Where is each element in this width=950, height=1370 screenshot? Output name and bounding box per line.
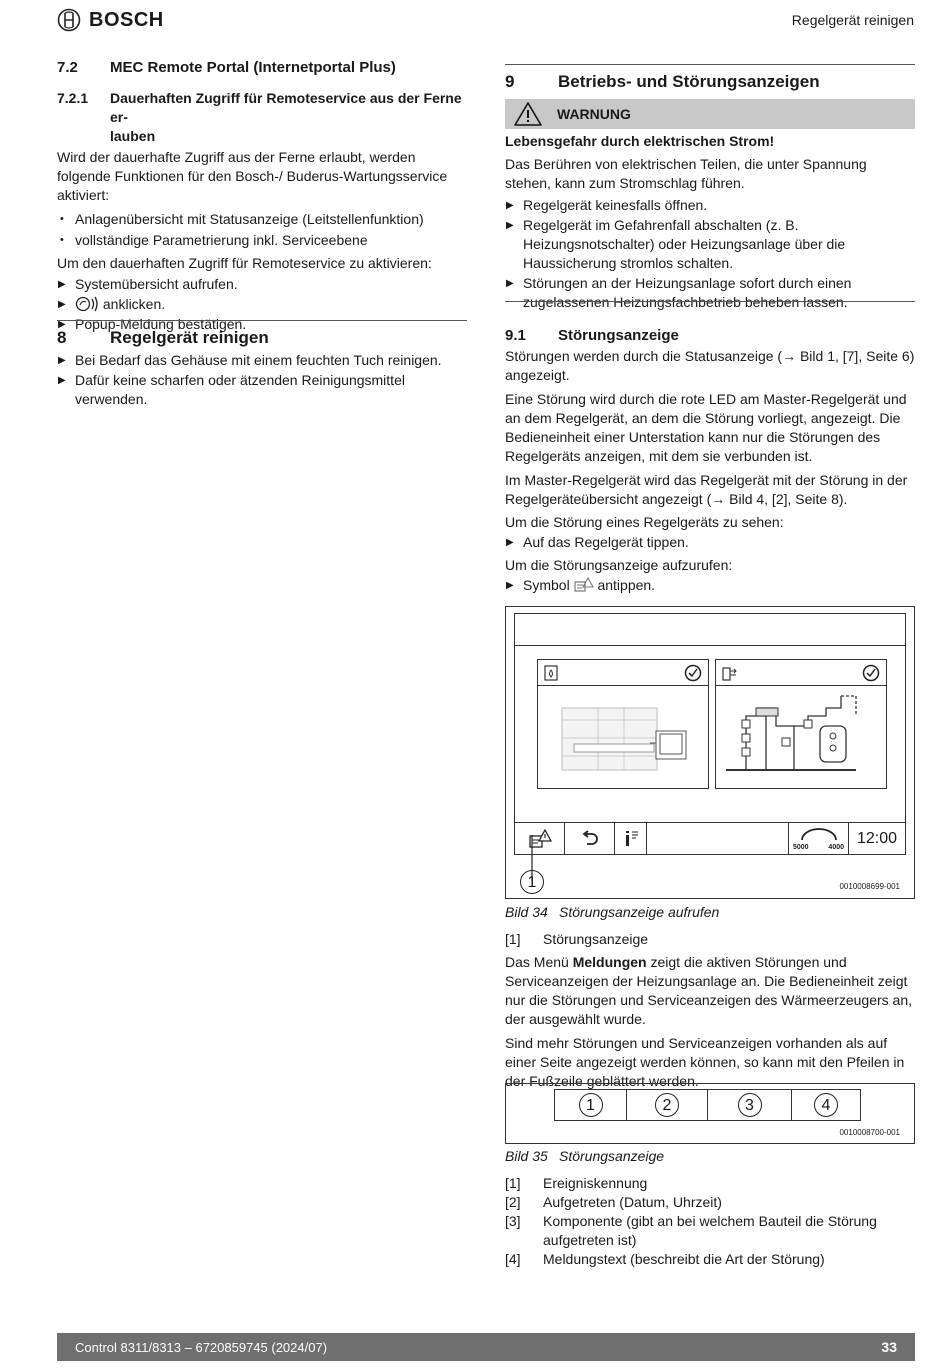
gauge-tick-left: 5000 <box>793 844 809 851</box>
device-panel-1 <box>537 659 709 789</box>
step-item: ▶ Regelgerät keinesfalls öffnen. <box>505 196 915 215</box>
paragraph: Störungen werden durch die Statusanzeige (→ Bild 1, [7], Seite 6) angezeigt. <box>505 348 915 383</box>
section-divider <box>505 64 915 65</box>
step-item: ▶ Symbol antippen. <box>505 576 915 595</box>
activate-intro: Um den dauerhaften Zugriff für Remoteservice zu aktivieren: <box>57 255 432 271</box>
warning-headline: Lebensgefahr durch elektrischen Strom! <box>505 133 775 149</box>
figure-34-caption: Bild 34 Störungsanzeige aufrufen <box>505 904 720 920</box>
intro-paragraph: Wird der dauerhafte Zugriff aus der Ferne erlaubt, werden folgende Funktionen für den Bosch-/ Buderus-Wartungsservice aktiviert: <box>57 149 448 203</box>
back-button[interactable] <box>565 823 615 854</box>
info-button[interactable] <box>615 823 647 854</box>
back-arrow-icon <box>581 830 599 848</box>
heading-7-2-1: 7.2.1 Dauerhaften Zugriff für Remoteservice aus der Ferne er- lauben <box>57 90 462 144</box>
boiler-icon <box>544 665 558 681</box>
section-9-1 <box>505 326 915 596</box>
info-icon <box>623 830 639 848</box>
tap-steps <box>505 533 915 552</box>
screen-bottom-bar <box>515 822 905 854</box>
warning-triangle-icon <box>513 101 543 127</box>
callout-1: 1 <box>520 870 544 894</box>
warning-label: WARNUNG <box>557 105 631 122</box>
paragraph: Eine Störung wird durch die rote LED am Master-Regelgerät und an dem Regelgerät, an dem die Störung vorliegt, angezeigt. Die Bedieneinheit einer Unterstation kann nur die Störungen des Regelgeräts anzeigen, mit dem sie verbunden ist. <box>505 391 907 464</box>
control-cabinet-illustration <box>538 686 708 786</box>
function-list <box>57 210 467 250</box>
legend-row: [4] Meldungstext (beschreibt die Art der Störung) <box>505 1251 825 1267</box>
section-divider <box>505 301 915 302</box>
paragraph: Um die Störungsanzeige aufzurufen: <box>505 557 733 573</box>
gauge-arc-icon <box>799 827 839 841</box>
page-footer <box>57 1333 915 1361</box>
bosch-armature-icon <box>57 8 81 32</box>
message-table-header <box>554 1089 861 1121</box>
column-2: 2 <box>627 1090 708 1120</box>
document-id: Control 8311/8313 – 6720859745 (2024/07) <box>75 1339 328 1355</box>
page-number: 33 <box>881 1338 897 1355</box>
left-section-8 <box>57 328 467 410</box>
step-item: ▶ Regelgerät im Gefahrenfall abschalten (z. B. Heizungsnotschalter) oder Heizungsanlage über die Haussicherung stromlos schalten. <box>505 216 915 273</box>
device-panel-2 <box>715 659 887 789</box>
warning-text: Das Berühren von elektrischen Teilen, die unter Spannung stehen, kann zum Stromschlag führen. <box>505 156 867 191</box>
paragraph: Um die Störung eines Regelgeräts zu sehen: <box>505 514 784 530</box>
step-item: ▶ Popup-Meldung bestätigen. <box>57 315 467 334</box>
status-ok-icon <box>862 664 880 682</box>
step-item: ▶ Dafür keine scharfen oder ätzenden Reinigungsmittel verwenden. <box>57 371 467 409</box>
column-4: 4 <box>792 1090 860 1120</box>
step-item: ▶ Systemübersicht aufrufen. <box>57 275 467 294</box>
figure-code: 0010008699-001 <box>839 882 900 891</box>
figure-34-legend <box>505 930 915 949</box>
list-item: • vollständige Parametrierung inkl. Serviceebene <box>57 231 467 250</box>
heading-9: 9 Betriebs- und Störungsanzeigen <box>505 72 820 91</box>
modulation-gauge <box>789 823 849 854</box>
gauge-tick-right: 4000 <box>828 844 844 851</box>
clock-display: 12:00 <box>856 830 898 847</box>
symbol-steps <box>505 576 915 595</box>
heading-8: 8 Regelgerät reinigen <box>57 328 269 347</box>
brand-logo <box>57 8 164 32</box>
warning-steps <box>505 196 915 312</box>
heading-9-1: 9.1 Störungsanzeige <box>505 327 679 344</box>
legend-row: [2] Aufgetreten (Datum, Uhrzeit) <box>505 1194 722 1210</box>
figure-34 <box>505 606 915 899</box>
figure-code: 0010008700-001 <box>839 1128 900 1137</box>
step-item: ▶ Bei Bedarf das Gehäuse mit einem feuchten Tuch reinigen. <box>57 351 467 370</box>
fault-display-icon <box>574 577 594 593</box>
status-ok-icon <box>684 664 702 682</box>
list-item: • Anlagenübersicht mit Statusanzeige (Leitstellenfunktion) <box>57 210 467 229</box>
messages-text <box>505 953 915 1096</box>
hydraulic-schema-illustration <box>716 686 886 786</box>
right-column <box>505 72 915 313</box>
paragraph: Sind mehr Störungen und Serviceanzeigen vorhanden als auf einer Seite angezeigt werden können, so kann mit den Pfeilen in der Fußzeile geblättert werden. <box>505 1035 905 1089</box>
paragraph: Im Master-Regelgerät wird das Regelgerät mit der Störung in der Regelgeräteübersicht angezeigt (→ Bild 4, [2], Seite 8). <box>505 472 908 507</box>
legend-row: [1] Störungsanzeige <box>505 931 649 947</box>
column-3: 3 <box>708 1090 792 1120</box>
screen-title-bar <box>515 614 905 646</box>
step-item: ▶ anklicken. <box>57 295 467 314</box>
paragraph: Das Menü Meldungen zeigt die aktiven Störungen und Serviceanzeigen der Heizungsanlage an. Die Bedieneinheit zeigt nur die Störungen und Serviceanzeigen des Wärmeerzeugers an, der ausgewählt wurde. <box>505 954 913 1027</box>
heading-7-2: 7.2 MEC Remote Portal (Internetportal Plus) <box>57 59 396 76</box>
figure-35-caption: Bild 35 Störungsanzeige <box>505 1148 665 1164</box>
activate-steps <box>57 275 467 334</box>
running-header: Regelgerät reinigen <box>791 12 914 28</box>
legend-row: [1] Ereigniskennung <box>505 1175 648 1191</box>
warning-bar <box>505 99 915 129</box>
cleaning-steps <box>57 351 467 409</box>
figure-35 <box>505 1083 915 1144</box>
remote-access-icon <box>75 296 99 312</box>
legend-row: [3] Komponente (gibt an bei welchem Bauteil die Störung aufgetreten ist) <box>505 1213 877 1248</box>
heating-system-icon <box>722 665 738 681</box>
device-screen <box>514 613 906 855</box>
column-1: 1 <box>555 1090 627 1120</box>
step-item: ▶ Störungen an der Heizungsanlage sofort durch einen zugelassenen Heizungsfachbetrieb beheben lassen. <box>505 274 915 312</box>
step-item: ▶ Auf das Regelgerät tippen. <box>505 533 915 552</box>
section-divider <box>57 320 467 321</box>
left-column <box>57 58 467 335</box>
brand-name: BOSCH <box>89 8 164 31</box>
figure-35-legend <box>505 1174 915 1269</box>
